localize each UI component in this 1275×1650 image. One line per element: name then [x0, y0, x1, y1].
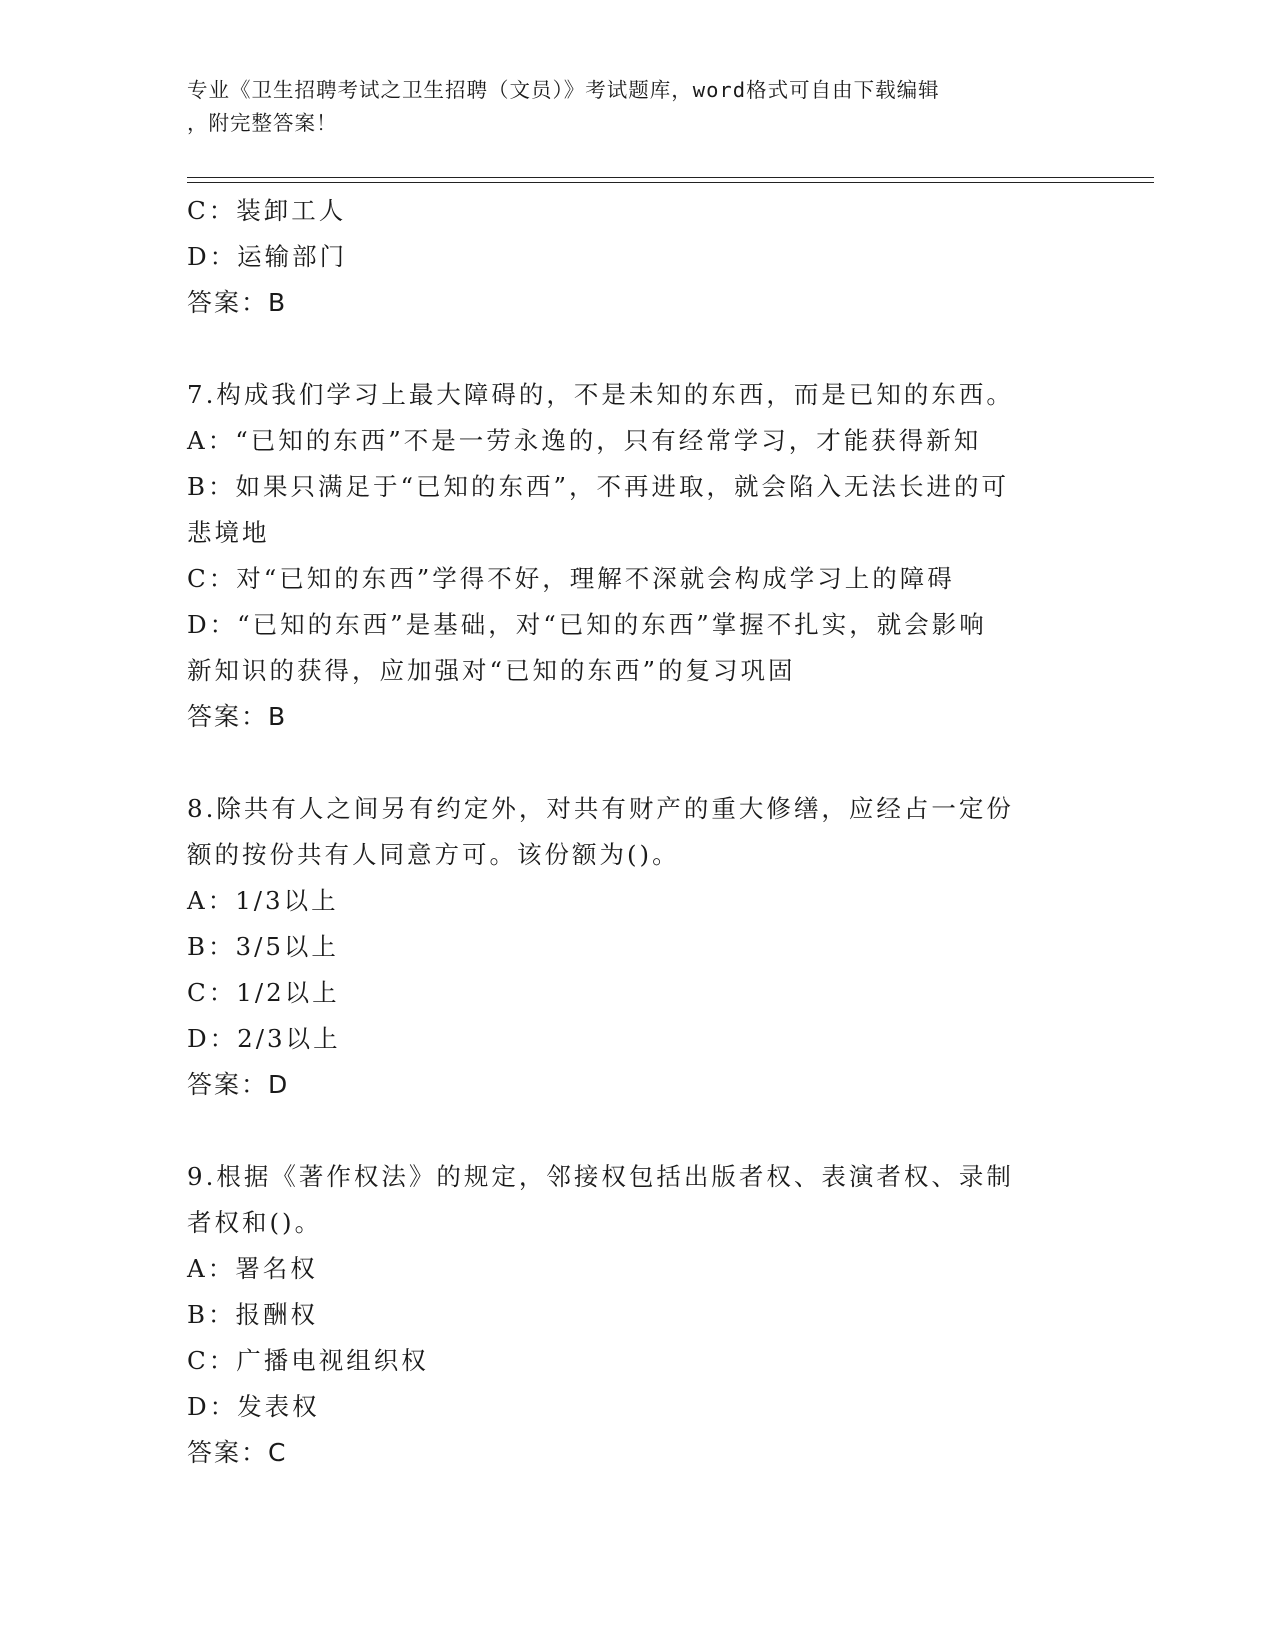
question-stem: 9.根据《著作权法》的规定，邻接权包括出版者权、表演者权、录制: [187, 1162, 1014, 1191]
option-a: A：“已知的东西”不是一劳永逸的，只有经常学习，才能获得新知: [187, 426, 982, 455]
question-list: [187, 188, 1087, 1476]
answer-line: 答案：B: [187, 702, 288, 731]
option-c: C：1/2以上: [187, 978, 340, 1007]
option-c: C：对“已知的东西”学得不好，理解不深就会构成学习上的障碍: [187, 564, 955, 593]
question-stem-continued: 额的按份共有人同意方可。该份额为()。: [187, 840, 680, 869]
document-header: [187, 74, 1077, 140]
option-d: D：“已知的东西”是基础，对“已知的东西”掌握不扎实，就会影响: [187, 610, 987, 639]
header-rule-bottom: [187, 182, 1154, 183]
option-d-continued: 新知识的获得，应加强对“已知的东西”的复习巩固: [187, 656, 796, 685]
option-d: D：运输部门: [187, 242, 348, 271]
question-stem: 7.构成我们学习上最大障碍的，不是未知的东西，而是已知的东西。: [187, 380, 1014, 409]
answer-line: 答案：B: [187, 288, 288, 317]
question-block-8: [187, 786, 1087, 1108]
option-a: A：1/3以上: [187, 886, 339, 915]
spacer: [187, 326, 1087, 372]
option-c: C：广播电视组织权: [187, 1346, 429, 1375]
option-d: D：2/3以上: [187, 1024, 341, 1053]
question-block-9: [187, 1154, 1087, 1476]
header-line-1: 专业《卫生招聘考试之卫生招聘（文员）》考试题库，word格式可自由下载编辑: [187, 78, 940, 102]
question-stem: 8.除共有人之间另有约定外，对共有财产的重大修缮，应经占一定份: [187, 794, 1014, 823]
answer-line: 答案：C: [187, 1438, 288, 1467]
question-block-7: [187, 372, 1087, 740]
option-b: B：3/5以上: [187, 932, 339, 961]
option-a: A：署名权: [187, 1254, 318, 1283]
header-line-2: ，附完整答案！: [187, 111, 338, 135]
option-c: C：装卸工人: [187, 196, 347, 225]
answer-line: 答案：D: [187, 1070, 290, 1099]
spacer: [187, 740, 1087, 786]
option-b: B：报酬权: [187, 1300, 319, 1329]
question-stem-continued: 者权和()。: [187, 1208, 323, 1237]
option-b: B：如果只满足于“已知的东西”，不再进取，就会陷入无法长进的可: [187, 472, 1010, 501]
header-rule-top: [187, 177, 1154, 178]
option-d: D：发表权: [187, 1392, 320, 1421]
question-block-6: [187, 188, 1087, 326]
spacer: [187, 1108, 1087, 1154]
option-b-continued: 悲境地: [187, 518, 270, 547]
